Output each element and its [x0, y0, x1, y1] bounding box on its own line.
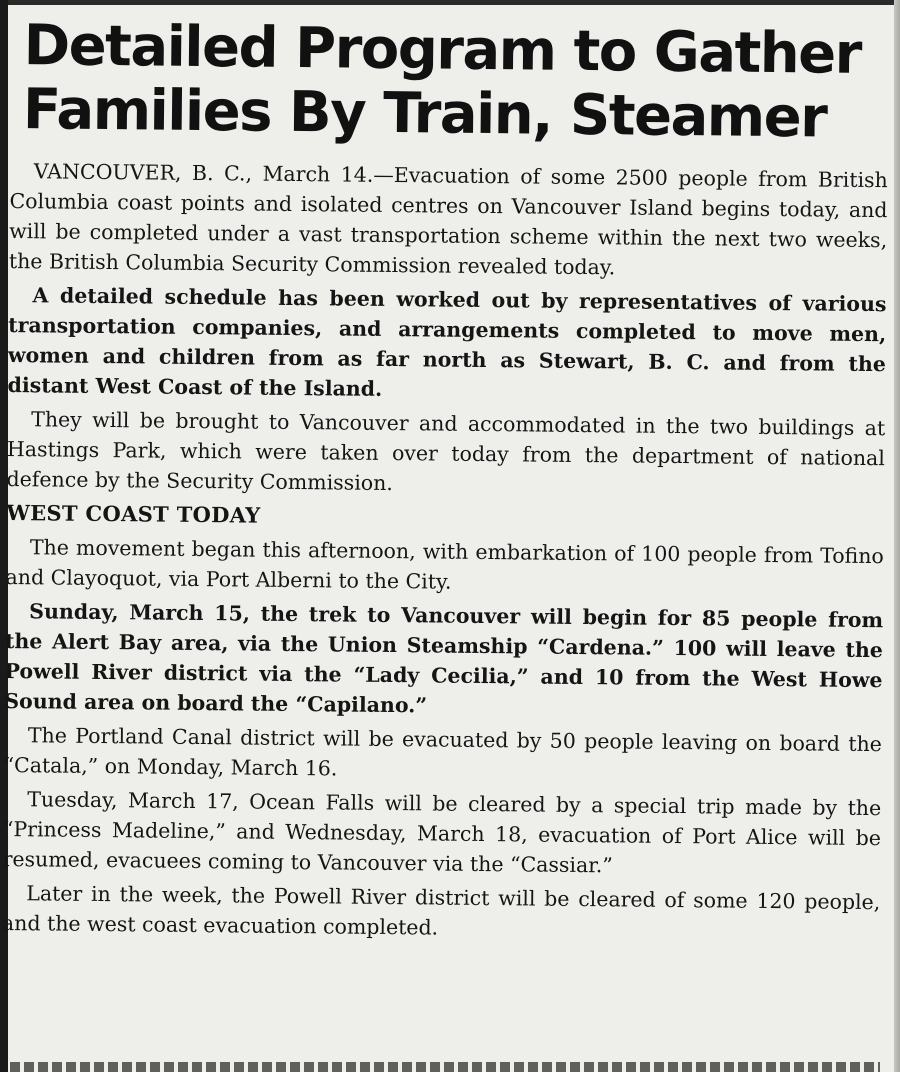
- paragraph-portland-canal: The Portland Canal district will be evacuated by 50 people leaving on board the “Catala,” on Monday, March 16.: [3, 723, 883, 781]
- scan-edge-top: [8, 0, 900, 5]
- paragraph-sunday-march-15: Sunday, March 15, the trek to Vancouver will begin for 85 people from the Alert Bay area, via the Union Steamship “Cardena.” 100 will leave the Powell River district via the “Lady Cecilia,” and 10 from the West Howe Sound area on board the “Capilano.”: [4, 599, 884, 718]
- paragraph-schedule: A detailed schedule has been worked out by representatives of various transportation companies, and arrangements completed to move men, women and children from as far north as Stewart, B. C. and from the distant West Coast of the Island.: [7, 283, 887, 401]
- adjacent-column-fragment: [894, 0, 900, 1072]
- article-body: [2, 156, 888, 947]
- headline-line-1: Detailed Program to Gather: [23, 13, 862, 87]
- article: [1, 13, 888, 942]
- paragraph-movement-began: The movement began this afternoon, with embarkation of 100 people from Tofino and Clayoquot, via Port Alberni to the City.: [5, 535, 884, 594]
- paragraph-dateline: VANCOUVER, B. C., March 14.—Evacuation of some 2500 people from British Columbia coast points and isolated centres on Vancouver Island begins today, and will be completed under a vast transportation scheme within the next two weeks, the British Columbia Security Commission revealed today.: [8, 159, 888, 280]
- cut-off-next-line: [10, 1062, 880, 1072]
- paragraph-tuesday-march-17: Tuesday, March 17, Ocean Falls will be cleared by a special trip made by the “Princess Madeline,” and Wednesday, March 18, evacuation of Port Alice will be resumed, evacuees coming to Vancouver via the “Cassiar.”: [2, 787, 882, 878]
- paragraph-later-in-week: Later in the week, the Powell River district will be cleared of some 120 people, and the west coast evacuation completed.: [1, 881, 881, 940]
- headline-line-2: Families By Train, Steamer: [22, 77, 827, 151]
- subhead-west-coast-today: WEST COAST TODAY: [6, 499, 261, 528]
- paragraph-hastings-park: They will be brought to Vancouver and accommodated in the two buildings at Hastings Park, which were taken over today from the department of national defence by the Security Commission.: [6, 407, 886, 496]
- headline: [9, 14, 888, 151]
